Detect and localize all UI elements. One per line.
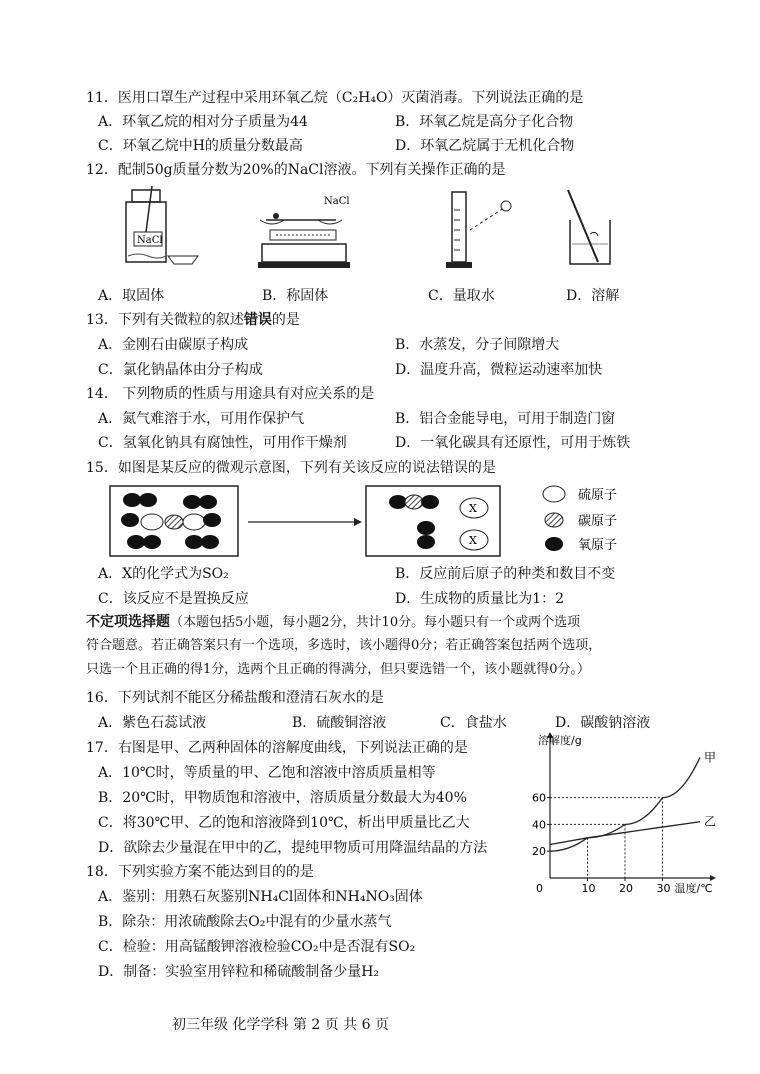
q17-stem: 17．右图是甲、乙两种固体的溶解度曲线，下列说法正确的是 bbox=[86, 740, 468, 756]
x-tick-label: 20 bbox=[619, 882, 633, 895]
q12-option-d: D．溶解 bbox=[566, 288, 620, 304]
q13-option-d: D．温度升高，微粒运动速率加快 bbox=[395, 362, 603, 378]
section-title: 不定项选择题 bbox=[86, 614, 170, 630]
reaction-diagram bbox=[108, 484, 668, 564]
q18-stem: 18．下列实验方案不能达到目的的是 bbox=[86, 864, 314, 880]
q13-option-b: B．水蒸发，分子间隙增大 bbox=[395, 337, 560, 353]
q16-option-c: C．食盐水 bbox=[440, 715, 507, 731]
q18-option-b: B．除杂：用浓硫酸除去O₂中混有的少量水蒸气 bbox=[98, 914, 392, 930]
q13-option-c: C．氯化钠晶体由分子构成 bbox=[98, 362, 263, 378]
q17-option-c: C．将30℃甲、乙的饱和溶液降到10℃，析出甲质量比乙大 bbox=[98, 815, 470, 831]
page-footer: 初三年级 化学学科 第 2 页 共 6 页 bbox=[172, 1017, 389, 1033]
y-tick-label: 40 bbox=[532, 818, 546, 832]
q15-stem: 15．如图是某反应的微观示意图，下列有关该反应的说法错误的是 bbox=[86, 460, 496, 476]
q16-option-a: A．紫色石蕊试液 bbox=[98, 715, 207, 731]
solubility-chart bbox=[528, 734, 718, 894]
legend-carbon: 碳原子 bbox=[578, 514, 618, 529]
q11-option-d: D．环氧乙烷属于无机化合物 bbox=[395, 138, 575, 154]
q13-option-a: A．金刚石由碳原子构成 bbox=[98, 337, 249, 353]
q13-stem-emphasis: 错误 bbox=[243, 312, 272, 328]
q12-stem: 12．配制50g质量分数为20%的NaCl溶液。下列有关操作正确的是 bbox=[86, 162, 506, 178]
sulfur-atom-icon bbox=[543, 486, 565, 502]
q14-option-d: D．一氧化碳具有还原性，可用于炼铁 bbox=[395, 435, 631, 451]
x-tick-label: 30 bbox=[656, 882, 671, 895]
q16-option-b: B．硫酸铜溶液 bbox=[292, 715, 387, 731]
q17-option-a: A．10℃时，等质量的甲、乙饱和溶液中溶质质量相等 bbox=[98, 765, 436, 781]
measure-water-illustration bbox=[446, 190, 526, 272]
y-tick-label: 60 bbox=[532, 791, 546, 805]
q14-option-a: A．氮气难溶于水，可用作保护气 bbox=[98, 411, 305, 427]
x-tick-label: 10 bbox=[581, 882, 596, 895]
q15-option-d: D．生成物的质量比为1：2 bbox=[395, 591, 565, 607]
q14-option-b: B．铝合金能导电，可用于制造门窗 bbox=[395, 411, 616, 427]
q14-option-c: C．氢氧化钠具有腐蚀性，可用作干燥剂 bbox=[98, 435, 347, 451]
nacl-bottle-label: NaCl bbox=[137, 235, 163, 246]
q16-option-d: D．碳酸钠溶液 bbox=[555, 715, 651, 731]
y-tick-label: 20 bbox=[532, 845, 546, 859]
section-text-3: 只选一个且正确的得1分，选两个且正确的得满分，但只要选错一个，该小题就得0分。） bbox=[86, 662, 591, 677]
q15-option-b: B．反应前后原子的种类和数目不变 bbox=[395, 566, 616, 582]
q11-option-b: B．环氧乙烷是高分子化合物 bbox=[395, 114, 574, 130]
x-axis-arrow-icon bbox=[710, 875, 716, 881]
q13-stem-pre: 13．下列有关微粒的叙述 bbox=[86, 312, 244, 328]
q12-option-b: B．称固体 bbox=[262, 288, 329, 304]
q11-stem: 11．医用口罩生产过程中采用环氧乙烷（C₂H₄O）灭菌消毒。下列说法正确的是 bbox=[86, 90, 584, 106]
product-x-label-1: X bbox=[469, 502, 477, 515]
q12-option-c: C．量取水 bbox=[428, 288, 495, 304]
q18-option-a: A．鉴别：用熟石灰鉴别NH₄Cl固体和NH₄NO₃固体 bbox=[98, 889, 423, 905]
section-text-1: （本题包括5小题，每小题2分，共计10分。每小题只有一个或两个选项 bbox=[170, 615, 581, 630]
x-axis-label: 温度/℃ bbox=[674, 882, 713, 895]
dissolve-illustration bbox=[564, 190, 624, 272]
x-tick-label: 0 bbox=[536, 882, 543, 895]
q17-option-d: D．欲除去少量混在甲中的乙，提纯甲物质可用降温结晶的方法 bbox=[98, 840, 488, 856]
q17-option-b: B．20℃时，甲物质饱和溶液中，溶质质量分数最大为40% bbox=[98, 790, 467, 806]
product-x-label-2: X bbox=[469, 534, 477, 547]
q14-stem: 14． 下列物质的性质与用途具有对应关系的是 bbox=[86, 386, 375, 402]
q15-option-c: C．该反应不是置换反应 bbox=[98, 591, 249, 607]
nacl-balance-label: NaCl bbox=[324, 196, 350, 207]
y-axis-label: 溶解度/g bbox=[538, 734, 582, 747]
q12-option-a: A．取固体 bbox=[98, 288, 165, 304]
weigh-solid-illustration bbox=[256, 194, 356, 276]
series-label-1: 乙 bbox=[704, 814, 717, 829]
legend-sulfur: 硫原子 bbox=[578, 488, 618, 503]
oxygen-atom-icon bbox=[545, 537, 563, 551]
section-text-2: 符合题意。若正确答案只有一个选项，多选时，该小题得0分；若正确答案包括两个选项， bbox=[86, 638, 602, 653]
carbon-atom-icon bbox=[545, 513, 563, 527]
q18-option-c: C．检验：用高锰酸钾溶液检验CO₂中是否混有SO₂ bbox=[98, 939, 416, 955]
q15-option-a: A．X的化学式为SO₂ bbox=[98, 566, 229, 582]
q11-option-a: A．环氧乙烷的相对分子质量为44 bbox=[98, 114, 308, 130]
q11-option-c: C．环氧乙烷中H的质量分数最高 bbox=[98, 138, 303, 154]
q13-stem-post: 的是 bbox=[271, 312, 300, 328]
q18-option-d: D．制备：实验室用锌粒和稀硫酸制备少量H₂ bbox=[98, 964, 380, 980]
take-solid-illustration bbox=[120, 186, 200, 276]
section-heading bbox=[86, 612, 580, 633]
legend-oxygen: 氧原子 bbox=[578, 538, 618, 553]
q16-stem: 16．下列试剂不能区分稀盐酸和澄清石灰水的是 bbox=[86, 690, 384, 706]
series-label-0: 甲 bbox=[704, 750, 717, 765]
q13-stem bbox=[86, 310, 300, 330]
